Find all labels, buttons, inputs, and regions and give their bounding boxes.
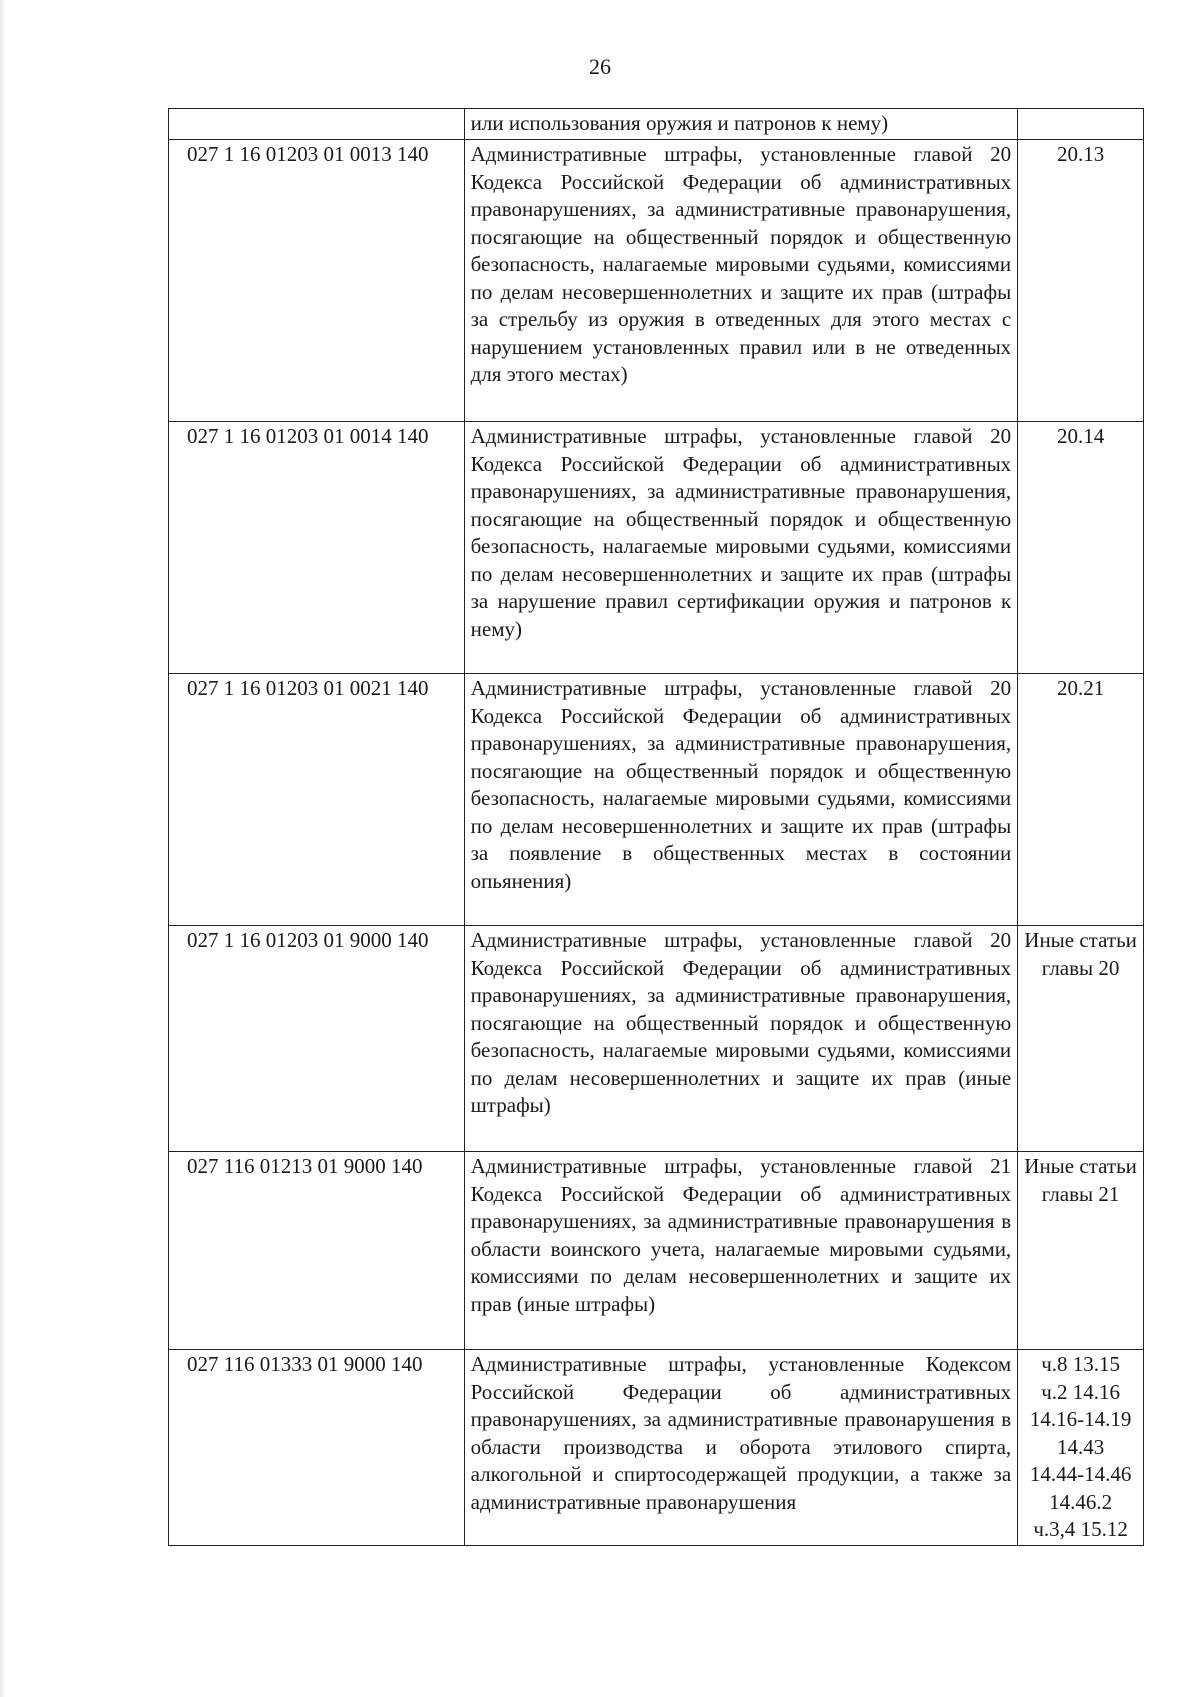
article-cell — [1018, 674, 1144, 926]
article-reference: 14.44-14.46 — [1029, 1462, 1132, 1486]
article-cell — [1018, 140, 1144, 422]
page-number: 26 — [589, 54, 611, 79]
table-row — [169, 422, 1144, 674]
budget-code-cell — [169, 109, 465, 140]
table-row — [169, 674, 1144, 926]
article-cell — [1018, 1350, 1144, 1546]
budget-code-cell: 027 1 16 01203 01 0013 140 — [169, 140, 465, 422]
scan-edge-shadow — [0, 0, 6, 1697]
article-reference: ч.8 13.15 — [1041, 1352, 1120, 1376]
table-row — [169, 109, 1144, 140]
table-row — [169, 1350, 1144, 1546]
article-cell — [1018, 422, 1144, 674]
budget-code-cell: 027 116 01333 01 9000 140 — [169, 1350, 465, 1546]
article-reference: 14.16-14.19 — [1029, 1407, 1132, 1431]
article-reference: Иные статьи главы 21 — [1024, 1154, 1137, 1206]
article-cell — [1018, 926, 1144, 1152]
article-reference: 20.21 — [1056, 676, 1105, 700]
budget-code-cell: 027 1 16 01203 01 9000 140 — [169, 926, 465, 1152]
table-row — [169, 1152, 1144, 1350]
article-reference: Иные статьи главы 20 — [1024, 928, 1137, 980]
budget-code-cell: 027 116 01213 01 9000 140 — [169, 1152, 465, 1350]
article-cell — [1018, 109, 1144, 140]
description-cell: или использования оружия и патронов к нему) — [464, 109, 1018, 140]
article-reference: ч.2 14.16 — [1041, 1379, 1120, 1404]
description-cell: Административные штрафы, установленные главой 20 Кодекса Российской Федерации об административных правонарушениях, за административные правонарушения, посягающие на общественный порядок и общественную безопасность, налагаемые мировыми судьями, комиссиями по делам несовершеннолетних и защите их прав (штрафы за появление в общественных местах в состоянии опьянения) — [464, 674, 1018, 926]
article-reference: 14.43 — [1056, 1434, 1105, 1459]
table-row — [169, 926, 1144, 1152]
description-cell: Административные штрафы, установленные главой 20 Кодекса Российской Федерации об административных правонарушениях, за административные правонарушения, посягающие на общественный порядок и общественную безопасность, налагаемые мировыми судьями, комиссиями по делам несовершеннолетних и защите их прав (штрафы за нарушение правил сертификации оружия и патронов к нему) — [464, 422, 1018, 674]
description-cell: Административные штрафы, установленные главой 21 Кодекса Российской Федерации об административных правонарушениях, за административные правонарушения в области воинского учета, налагаемые мировыми судьями, комиссиями по делам несовершеннолетних и защите их прав (иные штрафы) — [464, 1152, 1018, 1350]
table-row — [169, 140, 1144, 422]
description-cell: Административные штрафы, установленные главой 20 Кодекса Российской Федерации об административных правонарушениях, за административные правонарушения, посягающие на общественный порядок и общественную безопасность, налагаемые мировыми судьями, комиссиями по делам несовершеннолетних и защите их прав (штрафы за стрельбу из оружия в отведенных для этого местах с нарушением установленных правил или в не отведенных для этого местах) — [464, 140, 1018, 422]
description-cell: Административные штрафы, установленные главой 20 Кодекса Российской Федерации об административных правонарушениях, за административные правонарушения, посягающие на общественный порядок и общественную безопасность, налагаемые мировыми судьями, комиссиями по делам несовершеннолетних и защите их прав (иные штрафы) — [464, 926, 1018, 1152]
article-reference: 20.14 — [1056, 424, 1105, 448]
budget-code-cell: 027 1 16 01203 01 0021 140 — [169, 674, 465, 926]
description-cell: Административные штрафы, установленные Кодексом Российской Федерации об административных правонарушениях, за административные правонарушения в области производства и оборота этилового спирта, алкогольной и спиртосодержащей продукции, а также за административные правонарушения — [464, 1350, 1018, 1546]
kbk-table — [168, 108, 1144, 1546]
article-reference: ч.3,4 15.12 — [1033, 1517, 1128, 1541]
article-reference: 14.46.2 — [1049, 1489, 1113, 1514]
table-body — [169, 109, 1144, 1546]
article-cell — [1018, 1152, 1144, 1350]
budget-code-cell: 027 1 16 01203 01 0014 140 — [169, 422, 465, 674]
article-reference: 20.13 — [1056, 142, 1105, 166]
